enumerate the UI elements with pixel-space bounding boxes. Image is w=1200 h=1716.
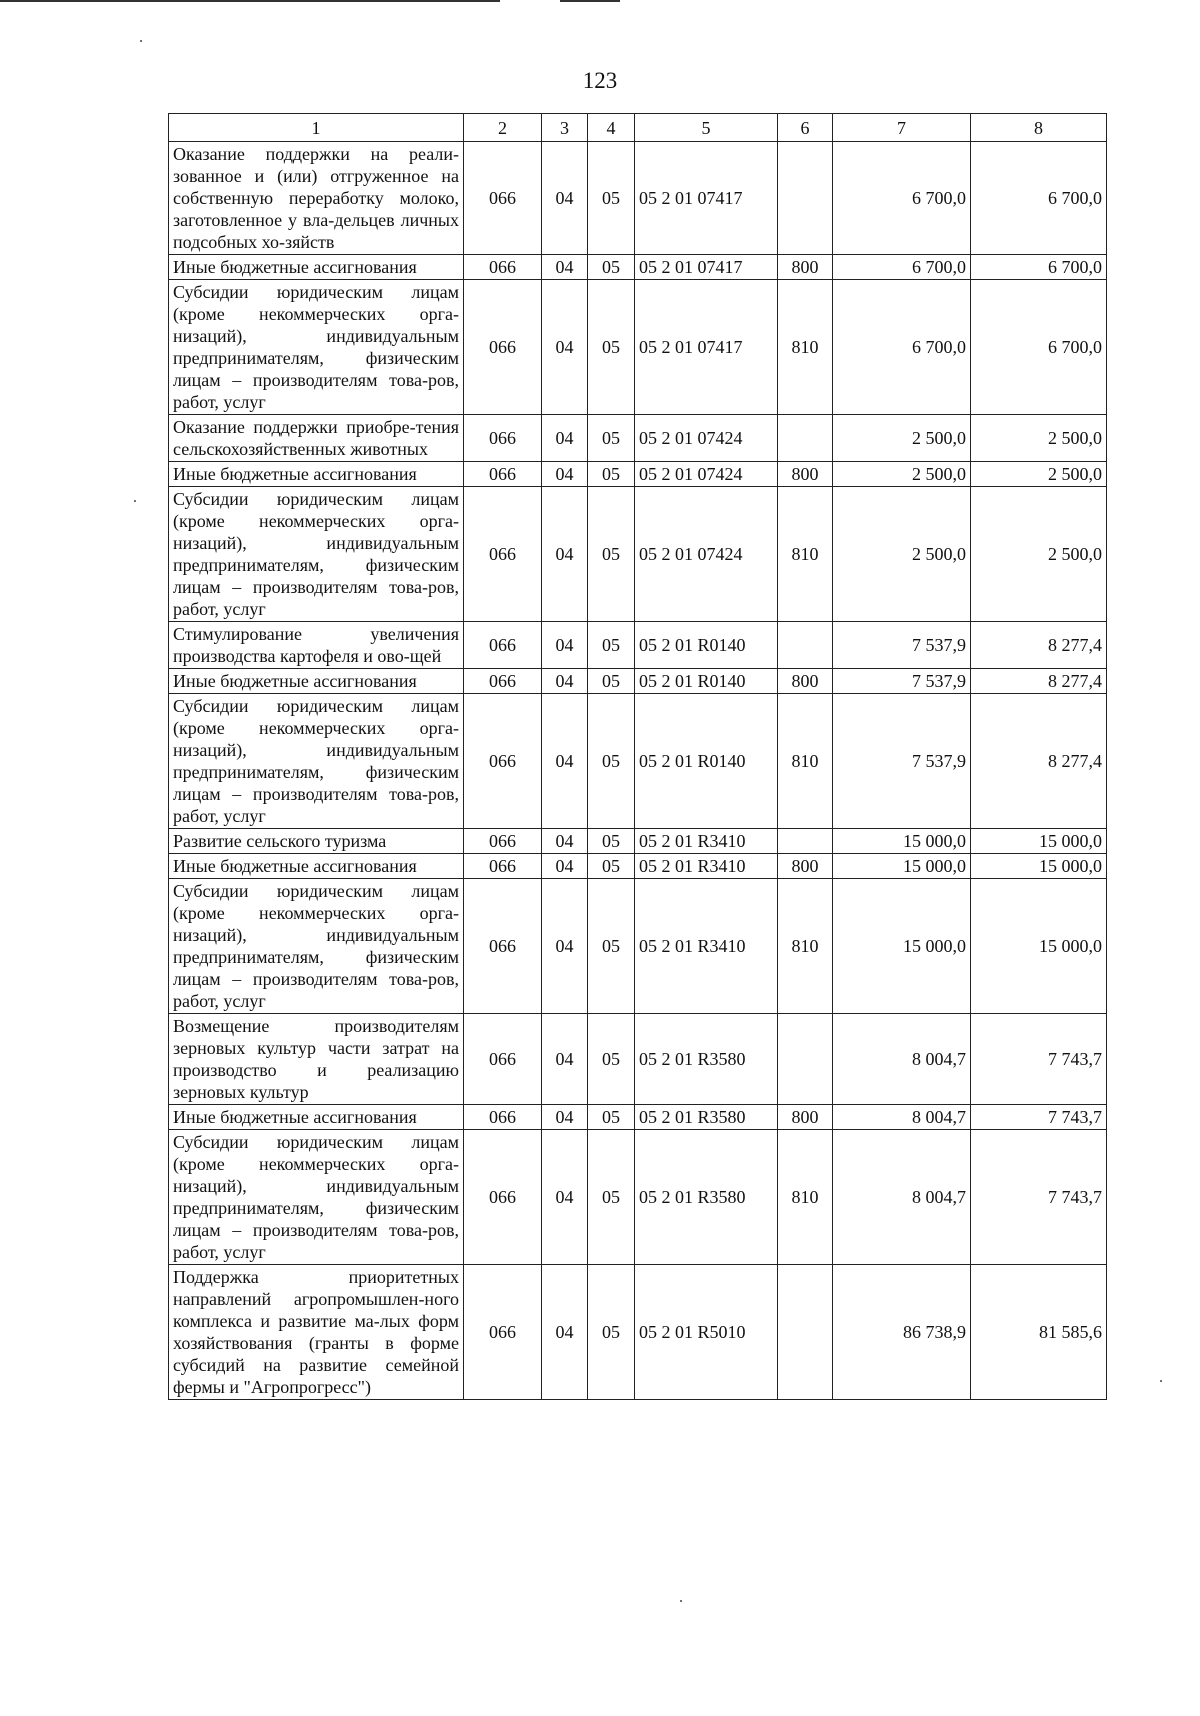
row-description: Иные бюджетные ассигнования bbox=[169, 854, 464, 879]
cell-amount-year-2: 15 000,0 bbox=[971, 879, 1107, 1014]
column-header: 7 bbox=[833, 114, 971, 142]
cell-amount-year-2: 8 277,4 bbox=[971, 694, 1107, 829]
cell-amount-year-2: 15 000,0 bbox=[971, 854, 1107, 879]
cell-subsection: 05 bbox=[588, 280, 635, 415]
cell-expense-type: 810 bbox=[778, 487, 833, 622]
row-description: Развитие сельского туризма bbox=[169, 829, 464, 854]
column-header: 6 bbox=[778, 114, 833, 142]
cell-expense-type bbox=[778, 829, 833, 854]
cell-section: 04 bbox=[542, 854, 588, 879]
cell-amount-year-1: 15 000,0 bbox=[833, 854, 971, 879]
cell-target-article: 05 2 01 R3580 bbox=[635, 1014, 778, 1105]
cell-subsection: 05 bbox=[588, 879, 635, 1014]
table-row bbox=[169, 854, 1107, 879]
cell-section: 04 bbox=[542, 462, 588, 487]
budget-table bbox=[168, 113, 1107, 1400]
cell-subsection: 05 bbox=[588, 255, 635, 280]
cell-amount-year-1: 6 700,0 bbox=[833, 255, 971, 280]
cell-amount-year-2: 15 000,0 bbox=[971, 829, 1107, 854]
column-header: 3 bbox=[542, 114, 588, 142]
cell-expense-type: 800 bbox=[778, 462, 833, 487]
cell-subsection: 05 bbox=[588, 462, 635, 487]
cell-amount-year-2: 81 585,6 bbox=[971, 1265, 1107, 1400]
row-description: Стимулирование увеличения производства картофеля и ово-щей bbox=[169, 622, 464, 669]
cell-amount-year-1: 8 004,7 bbox=[833, 1130, 971, 1265]
cell-section: 04 bbox=[542, 142, 588, 255]
cell-expense-type bbox=[778, 142, 833, 255]
cell-section: 04 bbox=[542, 255, 588, 280]
cell-subsection: 05 bbox=[588, 1014, 635, 1105]
cell-expense-type: 810 bbox=[778, 280, 833, 415]
scan-speck bbox=[1160, 1380, 1162, 1382]
row-description: Субсидии юридическим лицам (кроме некоммерческих орга-низаций), индивидуальным предпринимателям, физическим лицам – производителям това-ров, работ, услуг bbox=[169, 280, 464, 415]
cell-subsection: 05 bbox=[588, 1105, 635, 1130]
cell-ministry-code: 066 bbox=[464, 487, 542, 622]
row-description: Субсидии юридическим лицам (кроме некоммерческих орга-низаций), индивидуальным предпринимателям, физическим лицам – производителям това-ров, работ, услуг bbox=[169, 487, 464, 622]
cell-amount-year-1: 86 738,9 bbox=[833, 1265, 971, 1400]
table-row bbox=[169, 255, 1107, 280]
cell-amount-year-2: 2 500,0 bbox=[971, 415, 1107, 462]
cell-amount-year-1: 2 500,0 bbox=[833, 415, 971, 462]
cell-amount-year-1: 2 500,0 bbox=[833, 462, 971, 487]
table-row bbox=[169, 142, 1107, 255]
cell-ministry-code: 066 bbox=[464, 1014, 542, 1105]
cell-expense-type bbox=[778, 1265, 833, 1400]
cell-target-article: 05 2 01 R3410 bbox=[635, 879, 778, 1014]
table-row bbox=[169, 879, 1107, 1014]
cell-section: 04 bbox=[542, 1105, 588, 1130]
cell-amount-year-1: 8 004,7 bbox=[833, 1014, 971, 1105]
cell-expense-type bbox=[778, 1014, 833, 1105]
cell-target-article: 05 2 01 07417 bbox=[635, 255, 778, 280]
cell-target-article: 05 2 01 R3580 bbox=[635, 1105, 778, 1130]
cell-section: 04 bbox=[542, 280, 588, 415]
scan-edge-line bbox=[0, 0, 500, 2]
cell-section: 04 bbox=[542, 879, 588, 1014]
table-row bbox=[169, 415, 1107, 462]
table-row bbox=[169, 280, 1107, 415]
cell-ministry-code: 066 bbox=[464, 1130, 542, 1265]
row-description: Иные бюджетные ассигнования bbox=[169, 255, 464, 280]
scan-speck bbox=[134, 500, 136, 502]
cell-amount-year-1: 7 537,9 bbox=[833, 694, 971, 829]
cell-target-article: 05 2 01 07417 bbox=[635, 142, 778, 255]
cell-amount-year-1: 6 700,0 bbox=[833, 142, 971, 255]
cell-section: 04 bbox=[542, 694, 588, 829]
cell-subsection: 05 bbox=[588, 487, 635, 622]
row-description: Иные бюджетные ассигнования bbox=[169, 462, 464, 487]
cell-ministry-code: 066 bbox=[464, 694, 542, 829]
cell-amount-year-2: 2 500,0 bbox=[971, 487, 1107, 622]
cell-expense-type bbox=[778, 622, 833, 669]
table-header-row bbox=[169, 114, 1107, 142]
cell-expense-type: 800 bbox=[778, 669, 833, 694]
cell-ministry-code: 066 bbox=[464, 854, 542, 879]
page-number: 123 bbox=[582, 68, 618, 93]
cell-ministry-code: 066 bbox=[464, 622, 542, 669]
cell-section: 04 bbox=[542, 487, 588, 622]
row-description: Иные бюджетные ассигнования bbox=[169, 669, 464, 694]
table-row bbox=[169, 1130, 1107, 1265]
table-row bbox=[169, 1105, 1107, 1130]
cell-ministry-code: 066 bbox=[464, 280, 542, 415]
cell-amount-year-1: 7 537,9 bbox=[833, 622, 971, 669]
row-description: Субсидии юридическим лицам (кроме некоммерческих орга-низаций), индивидуальным предпринимателям, физическим лицам – производителям това-ров, работ, услуг bbox=[169, 1130, 464, 1265]
cell-ministry-code: 066 bbox=[464, 462, 542, 487]
table-row bbox=[169, 487, 1107, 622]
cell-subsection: 05 bbox=[588, 669, 635, 694]
cell-subsection: 05 bbox=[588, 142, 635, 255]
column-header: 1 bbox=[169, 114, 464, 142]
cell-ministry-code: 066 bbox=[464, 1105, 542, 1130]
cell-expense-type: 810 bbox=[778, 694, 833, 829]
row-description: Субсидии юридическим лицам (кроме некоммерческих орга-низаций), индивидуальным предпринимателям, физическим лицам – производителям това-ров, работ, услуг bbox=[169, 879, 464, 1014]
cell-target-article: 05 2 01 R0140 bbox=[635, 622, 778, 669]
table-row bbox=[169, 622, 1107, 669]
cell-target-article: 05 2 01 R3580 bbox=[635, 1130, 778, 1265]
cell-section: 04 bbox=[542, 829, 588, 854]
cell-target-article: 05 2 01 R3410 bbox=[635, 829, 778, 854]
cell-ministry-code: 066 bbox=[464, 669, 542, 694]
cell-expense-type: 800 bbox=[778, 1105, 833, 1130]
column-header: 2 bbox=[464, 114, 542, 142]
cell-section: 04 bbox=[542, 415, 588, 462]
cell-subsection: 05 bbox=[588, 854, 635, 879]
row-description: Субсидии юридическим лицам (кроме некоммерческих орга-низаций), индивидуальным предпринимателям, физическим лицам – производителям това-ров, работ, услуг bbox=[169, 694, 464, 829]
cell-ministry-code: 066 bbox=[464, 829, 542, 854]
cell-amount-year-1: 15 000,0 bbox=[833, 879, 971, 1014]
cell-amount-year-2: 7 743,7 bbox=[971, 1130, 1107, 1265]
cell-amount-year-2: 2 500,0 bbox=[971, 462, 1107, 487]
cell-subsection: 05 bbox=[588, 694, 635, 829]
cell-subsection: 05 bbox=[588, 415, 635, 462]
cell-target-article: 05 2 01 07424 bbox=[635, 462, 778, 487]
table-row bbox=[169, 1014, 1107, 1105]
cell-section: 04 bbox=[542, 1265, 588, 1400]
cell-amount-year-2: 8 277,4 bbox=[971, 669, 1107, 694]
cell-amount-year-1: 2 500,0 bbox=[833, 487, 971, 622]
cell-expense-type: 810 bbox=[778, 1130, 833, 1265]
cell-ministry-code: 066 bbox=[464, 879, 542, 1014]
cell-subsection: 05 bbox=[588, 1130, 635, 1265]
row-description: Иные бюджетные ассигнования bbox=[169, 1105, 464, 1130]
column-header: 8 bbox=[971, 114, 1107, 142]
row-description: Оказание поддержки приобре-тения сельскохозяйственных животных bbox=[169, 415, 464, 462]
cell-expense-type: 800 bbox=[778, 854, 833, 879]
table-row bbox=[169, 1265, 1107, 1400]
cell-target-article: 05 2 01 07417 bbox=[635, 280, 778, 415]
table-row bbox=[169, 829, 1107, 854]
cell-expense-type: 810 bbox=[778, 879, 833, 1014]
column-header: 4 bbox=[588, 114, 635, 142]
cell-ministry-code: 066 bbox=[464, 255, 542, 280]
cell-amount-year-1: 15 000,0 bbox=[833, 829, 971, 854]
row-description: Возмещение производителям зерновых культур части затрат на производство и реализацию зерновых культур bbox=[169, 1014, 464, 1105]
row-description: Поддержка приоритетных направлений агропромышлен-ного комплекса и развитие ма-лых форм хозяйствования (гранты в форме субсидий на развитие семейной фермы и "Агропрогресс") bbox=[169, 1265, 464, 1400]
cell-amount-year-1: 6 700,0 bbox=[833, 280, 971, 415]
scan-speck bbox=[680, 1600, 682, 1602]
row-description: Оказание поддержки на реали-зованное и (или) отгруженное на собственную переработку молоко, заготовленное у вла-дельцев личных подсобных хо-зяйств bbox=[169, 142, 464, 255]
scan-edge-line bbox=[560, 0, 620, 2]
table-row bbox=[169, 462, 1107, 487]
table-row bbox=[169, 694, 1107, 829]
cell-ministry-code: 066 bbox=[464, 1265, 542, 1400]
cell-amount-year-1: 8 004,7 bbox=[833, 1105, 971, 1130]
cell-section: 04 bbox=[542, 669, 588, 694]
cell-amount-year-2: 6 700,0 bbox=[971, 142, 1107, 255]
cell-amount-year-2: 6 700,0 bbox=[971, 255, 1107, 280]
cell-expense-type: 800 bbox=[778, 255, 833, 280]
cell-target-article: 05 2 01 07424 bbox=[635, 487, 778, 622]
cell-amount-year-2: 7 743,7 bbox=[971, 1014, 1107, 1105]
cell-target-article: 05 2 01 R3410 bbox=[635, 854, 778, 879]
cell-ministry-code: 066 bbox=[464, 142, 542, 255]
table-row bbox=[169, 669, 1107, 694]
cell-subsection: 05 bbox=[588, 622, 635, 669]
cell-expense-type bbox=[778, 415, 833, 462]
column-header: 5 bbox=[635, 114, 778, 142]
cell-amount-year-2: 8 277,4 bbox=[971, 622, 1107, 669]
cell-section: 04 bbox=[542, 622, 588, 669]
cell-target-article: 05 2 01 R0140 bbox=[635, 694, 778, 829]
table-body bbox=[169, 142, 1107, 1400]
cell-section: 04 bbox=[542, 1014, 588, 1105]
cell-ministry-code: 066 bbox=[464, 415, 542, 462]
cell-subsection: 05 bbox=[588, 1265, 635, 1400]
cell-subsection: 05 bbox=[588, 829, 635, 854]
cell-section: 04 bbox=[542, 1130, 588, 1265]
cell-target-article: 05 2 01 R0140 bbox=[635, 669, 778, 694]
cell-target-article: 05 2 01 R5010 bbox=[635, 1265, 778, 1400]
scan-speck bbox=[140, 40, 142, 42]
cell-target-article: 05 2 01 07424 bbox=[635, 415, 778, 462]
cell-amount-year-2: 7 743,7 bbox=[971, 1105, 1107, 1130]
cell-amount-year-1: 7 537,9 bbox=[833, 669, 971, 694]
cell-amount-year-2: 6 700,0 bbox=[971, 280, 1107, 415]
